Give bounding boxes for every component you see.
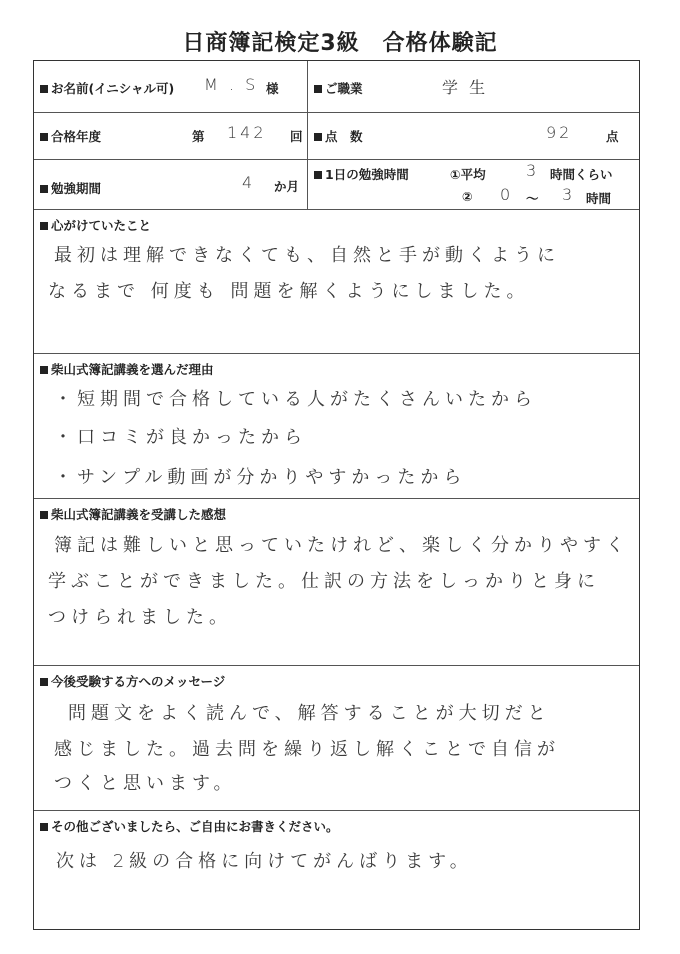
year-prefix: 第: [192, 129, 205, 144]
occupation-label: ご職業: [314, 79, 363, 97]
divider: [34, 353, 639, 354]
name-label: お名前(イニシャル可): [40, 79, 174, 97]
other-line: 次は 2級の合格に向けてがんばります。: [56, 851, 473, 872]
form-title: 日商簿記検定3級 合格体験記: [182, 31, 498, 56]
divider: [34, 112, 639, 113]
period-suffix: か月: [274, 179, 300, 194]
impression-line: 学ぶことができました。仕訳の方法をしっかりと身に: [48, 571, 600, 592]
effort-line: なるまで 何度も 問題を解くようにしました。: [48, 281, 530, 302]
effort-label: 心がけていたこと: [40, 216, 151, 234]
reason-label: 柴山式簿記講義を選んだ理由: [40, 360, 214, 378]
name-suffix: 様: [266, 81, 279, 96]
range-suffix: 時間: [586, 191, 612, 206]
column-divider: [307, 61, 308, 209]
impression-label: 柴山式簿記講義を受講した感想: [40, 505, 226, 523]
message-line: 問題文をよく読んで、解答することが大切だと: [68, 703, 551, 724]
divider: [34, 159, 639, 160]
impression-line: 簿記は難しいと思っていたけれど、楽しく分かりやすく: [54, 535, 629, 556]
year-label: 合格年度: [40, 127, 101, 145]
reason-line: ・サンプル動画が分かりやすかったから: [54, 467, 467, 488]
divider: [34, 810, 639, 811]
avg-prefix: ①平均: [450, 167, 486, 182]
divider: [34, 498, 639, 499]
message-line: つくと思います。: [54, 773, 237, 794]
divider: [34, 665, 639, 666]
range-min: 0: [500, 185, 514, 204]
other-label: その他ございましたら、ご自由にお書きください。: [40, 817, 339, 835]
range-max: 3: [562, 185, 576, 204]
range-sep: ～: [526, 191, 539, 206]
divider: [34, 209, 639, 210]
impression-line: つけられました。: [48, 607, 232, 628]
period-label: 勉強期間: [40, 179, 101, 197]
score-suffix: 点: [606, 129, 619, 144]
name-value: M . S: [204, 75, 259, 94]
avg-value: 3: [526, 161, 540, 180]
effort-line: 最初は理解できなくても、自然と手が動くように: [54, 245, 560, 266]
daily-label: 1日の勉強時間: [314, 165, 409, 183]
year-suffix: 回: [290, 129, 303, 144]
range-prefix: ②: [462, 189, 473, 204]
reason-line: ・口コミが良かったから: [54, 427, 307, 448]
score-label: 点 数: [314, 127, 363, 145]
period-value: 4: [242, 173, 256, 192]
message-label: 今後受験する方へのメッセージ: [40, 672, 225, 690]
occupation-value: 学 生: [442, 78, 489, 97]
reason-line: ・短期間で合格している人がたくさんいたから: [54, 389, 537, 410]
avg-suffix: 時間くらい: [550, 167, 613, 182]
year-value: 142: [227, 123, 267, 142]
message-line: 感じました。過去問を繰り返し解くことで自信が: [54, 739, 560, 760]
experience-form: [33, 60, 640, 930]
score-value: 92: [546, 123, 573, 142]
